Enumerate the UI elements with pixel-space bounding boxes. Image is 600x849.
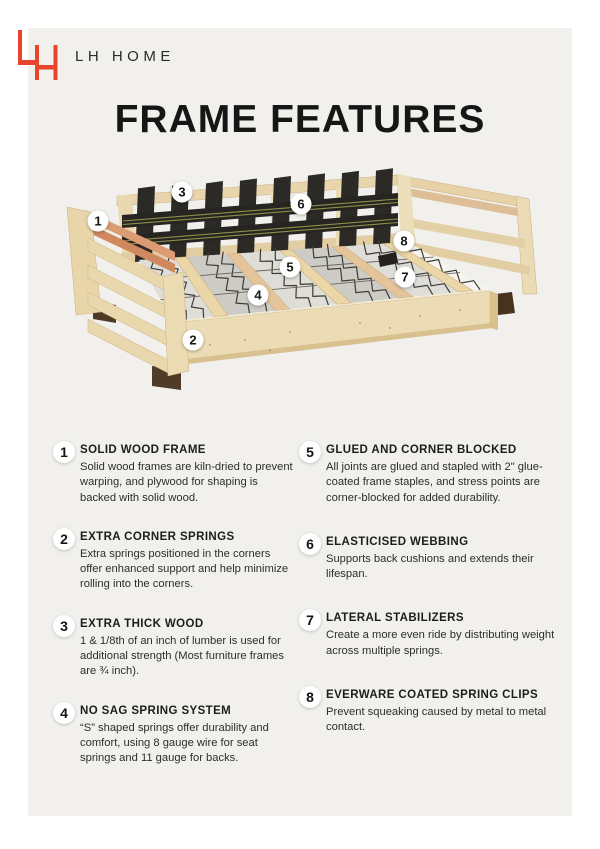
features-col-left <box>53 441 299 789</box>
feature-title: EVERWARE COATED SPRING CLIPS <box>326 689 539 702</box>
feature-item <box>299 609 570 659</box>
callout-badge-5: 5 <box>280 257 301 278</box>
features-col-right <box>299 441 570 789</box>
sofa-frame-illustration <box>60 160 540 410</box>
feature-description: All joints are glued and stapled with 2" glue-coated frame staples, and stress points are corner-blocked for added durability. <box>326 461 543 504</box>
feature-number-badge: 5 <box>299 441 321 463</box>
feature-description: 1 & 1/8th of an inch of lumber is used for additional strength (Most furniture frames are ¾ inch). <box>80 634 284 678</box>
callout-badge-6: 6 <box>291 194 312 215</box>
feature-number-badge: 1 <box>53 441 75 463</box>
feature-item <box>299 686 570 736</box>
features-list <box>53 441 570 789</box>
feature-number-badge: 4 <box>53 702 75 724</box>
callout-badge-8: 8 <box>394 231 415 252</box>
callout-badge-2: 2 <box>183 330 204 351</box>
feature-description: “S” shaped springs offer durability and comfort, using 8 gauge wire for seat springs and 11 gauge for backs. <box>80 721 269 765</box>
feature-description: Create a more even ride by distributing weight across multiple springs. <box>326 629 555 657</box>
callout-badge-7: 7 <box>395 267 416 288</box>
callout-badge-1: 1 <box>88 211 109 232</box>
lh-logo-icon <box>18 30 58 82</box>
feature-number-badge: 2 <box>53 528 75 550</box>
feature-number-badge: 8 <box>299 686 321 708</box>
feature-title: EXTRA THICK WOOD <box>80 617 204 630</box>
callout-badge-4: 4 <box>248 285 269 306</box>
callout-badge-3: 3 <box>172 182 193 203</box>
feature-description: Prevent squeaking caused by metal to metal contact. <box>326 706 547 734</box>
feature-title: GLUED AND CORNER BLOCKED <box>326 444 517 456</box>
feature-item <box>53 702 299 767</box>
feature-description: Supports back cushions and extends their lifespan. <box>326 552 534 581</box>
feature-title: ELASTICISED WEBBING <box>326 535 469 548</box>
feature-description: Solid wood frames are kiln-dried to prevent warping, and plywood for shaping is backed with solid wood. <box>80 461 293 504</box>
feature-item <box>299 533 570 583</box>
feature-number-badge: 3 <box>53 615 75 637</box>
feature-item <box>299 441 570 506</box>
feature-title: LATERAL STABILIZERS <box>326 612 464 625</box>
feature-item <box>53 528 299 593</box>
feature-number-badge: 6 <box>299 533 321 555</box>
page-title: FRAME FEATURES <box>114 98 486 141</box>
feature-item <box>53 441 299 506</box>
feature-number-badge: 7 <box>299 609 321 631</box>
feature-item <box>53 615 299 680</box>
feature-title: NO SAG SPRING SYSTEM <box>80 704 232 717</box>
feature-title: SOLID WOOD FRAME <box>80 444 206 456</box>
brand-name: LH HOME <box>75 48 175 65</box>
feature-description: Extra springs positioned in the corners offer enhanced support and help minimize rolling into the corners. <box>80 547 289 591</box>
feature-title: EXTRA CORNER SPRINGS <box>80 530 235 543</box>
